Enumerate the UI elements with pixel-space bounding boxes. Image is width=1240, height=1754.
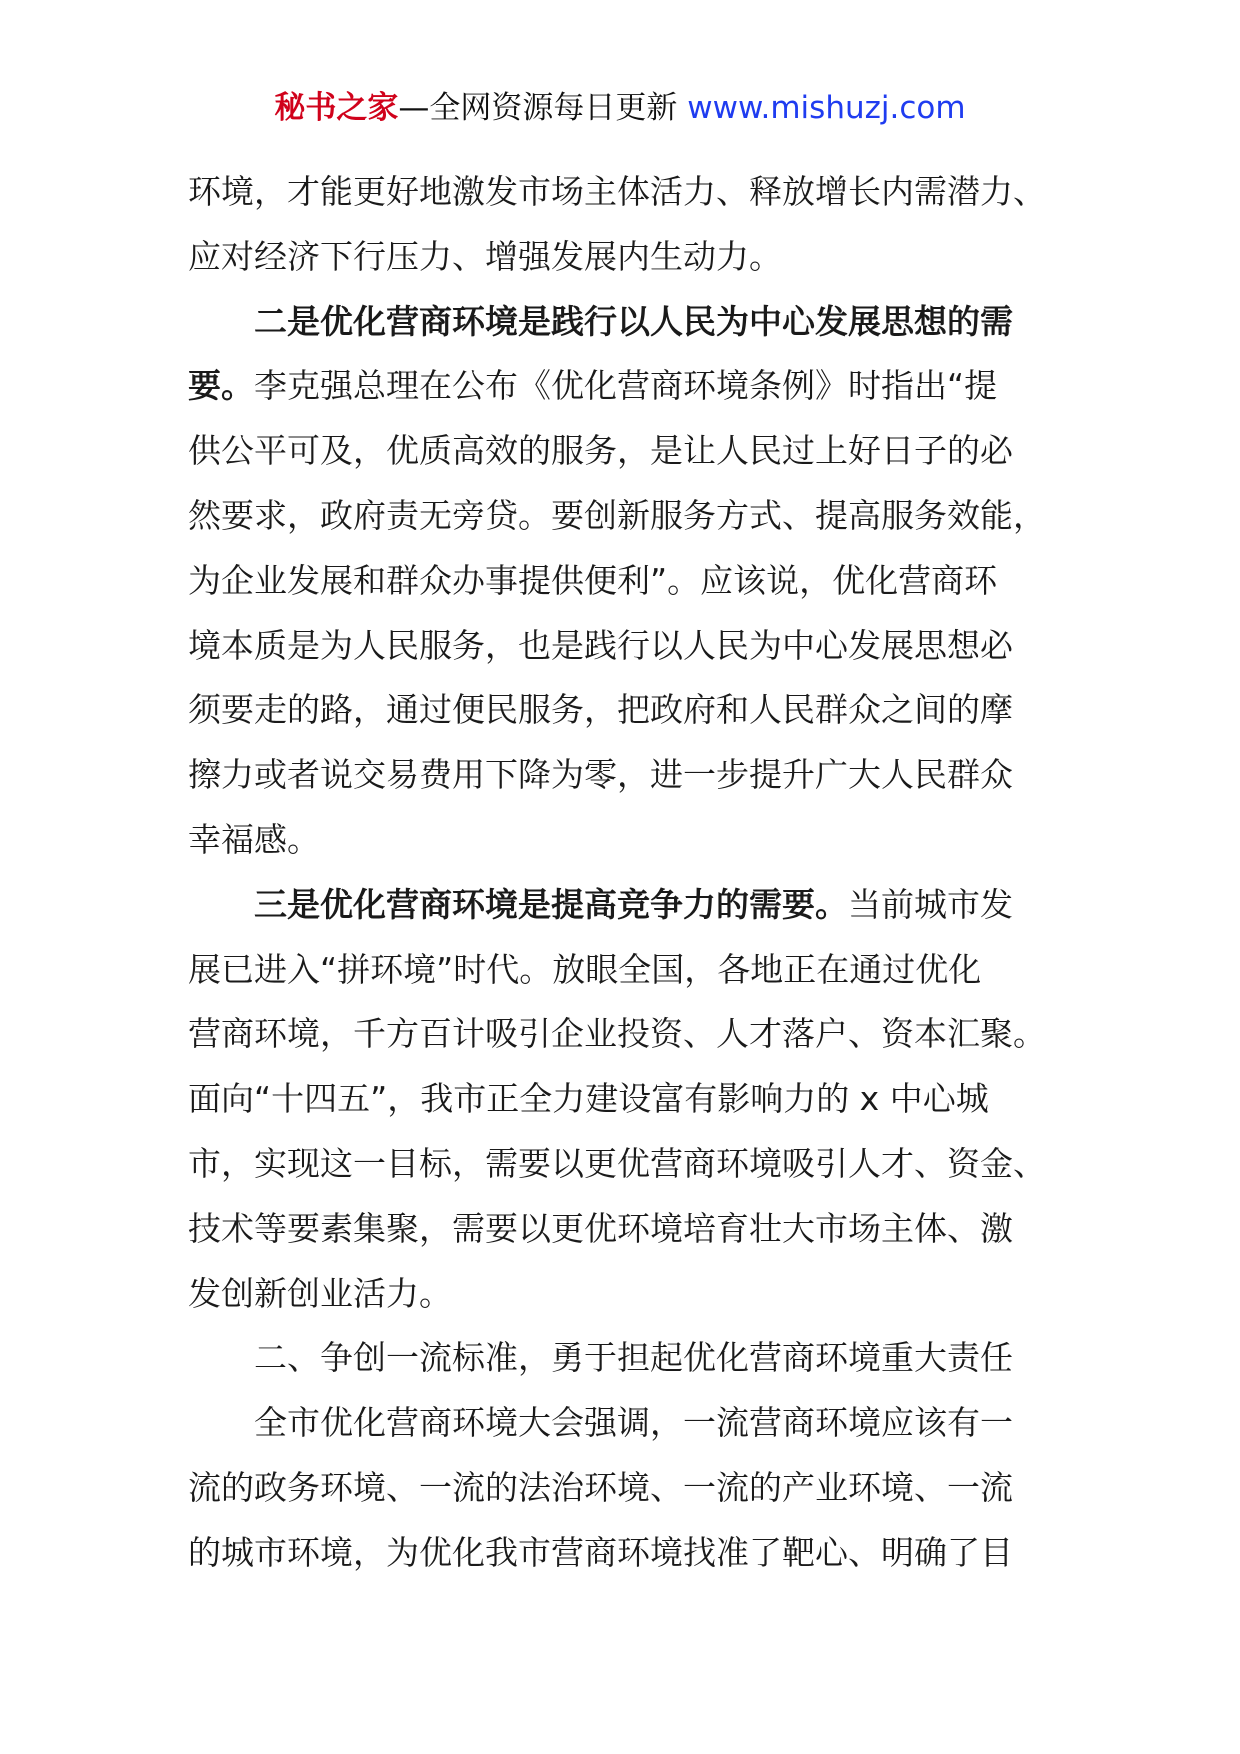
text-run: 面向“十四五”，我市正全力建设富有影响力的 x 中心城 — [188, 1079, 989, 1119]
text-run: 流的政务环境、一流的法治环境、一流的产业环境、一流 — [188, 1467, 1013, 1507]
text-run: 技术等要素集聚，需要以更优环境培育壮大市场主体、激 — [188, 1208, 1013, 1248]
text-run: 环境，才能更好地激发市场主体活力、释放增长内需潜力、 — [188, 172, 1046, 211]
text-line — [188, 1002, 1056, 1067]
text-line — [188, 1456, 1056, 1521]
text-line — [188, 354, 1056, 419]
text-run: 全市优化营商环境大会强调，一流营商环境应该有一 — [254, 1403, 1013, 1443]
page-header — [0, 84, 1240, 132]
text-run: 展已进入“拼环境”时代。放眼全国，各地正在通过优化 — [188, 949, 982, 989]
bold-text-run: 三是优化营商环境是提高竞争力的需要。 — [254, 884, 848, 924]
text-run: 擦力或者说交易费用下降为零，进一步提升广大人民群众 — [188, 755, 1013, 795]
bold-text-run: 要。 — [188, 366, 254, 406]
text-line — [188, 1326, 1056, 1391]
text-run: 的城市环境，为优化我市营商环境找准了靶心、明确了目 — [188, 1532, 1013, 1572]
text-line — [188, 549, 1056, 614]
document-body — [188, 160, 1056, 1586]
text-run: 当前城市发 — [848, 884, 1013, 924]
text-line — [188, 1521, 1056, 1586]
text-run: 应对经济下行压力、增强发展内生动力。 — [188, 236, 782, 276]
text-run: 然要求，政府责无旁贷。要创新服务方式、提高服务效能， — [188, 495, 1046, 535]
site-url-link[interactable]: www.mishuzj.com — [687, 90, 966, 126]
text-run: 二、争创一流标准，勇于担起优化营商环境重大责任 — [254, 1338, 1013, 1378]
header-tagline: —全网资源每日更新 — [398, 90, 688, 126]
text-line — [188, 614, 1056, 679]
text-run: 境本质是为人民服务，也是践行以人民为中心发展思想必 — [188, 625, 1013, 665]
text-line — [188, 808, 1056, 873]
text-line — [188, 938, 1056, 1003]
text-line — [188, 1132, 1056, 1197]
text-line — [188, 678, 1056, 743]
text-run: 市，实现这一目标，需要以更优营商环境吸引人才、资金、 — [188, 1143, 1046, 1183]
text-run: 发创新创业活力。 — [188, 1273, 452, 1313]
text-run: 幸福感。 — [188, 819, 320, 859]
text-run: 营商环境，千方百计吸引企业投资、人才落户、资本汇聚。 — [188, 1014, 1046, 1054]
text-line — [188, 743, 1056, 808]
text-run: 供公平可及，优质高效的服务，是让人民过上好日子的必 — [188, 431, 1013, 471]
text-run: 李克强总理在公布《优化营商环境条例》时指出“提 — [254, 366, 998, 406]
text-run: 须要走的路，通过便民服务，把政府和人民群众之间的摩 — [188, 690, 1013, 730]
text-line — [188, 225, 1056, 290]
text-line — [188, 1067, 1056, 1132]
brand-name: 秘书之家 — [274, 90, 399, 126]
text-line — [188, 1391, 1056, 1456]
text-run: 为企业发展和群众办事提供便利”。应该说，优化营商环 — [188, 560, 998, 600]
text-line — [188, 484, 1056, 549]
text-line — [188, 1262, 1056, 1327]
text-line — [188, 419, 1056, 484]
text-line — [188, 873, 1056, 938]
text-line — [188, 1197, 1056, 1262]
bold-text-run: 二是优化营商环境是践行以人民为中心发展思想的需 — [254, 301, 1013, 341]
text-line — [188, 160, 1056, 225]
text-line — [188, 290, 1056, 355]
